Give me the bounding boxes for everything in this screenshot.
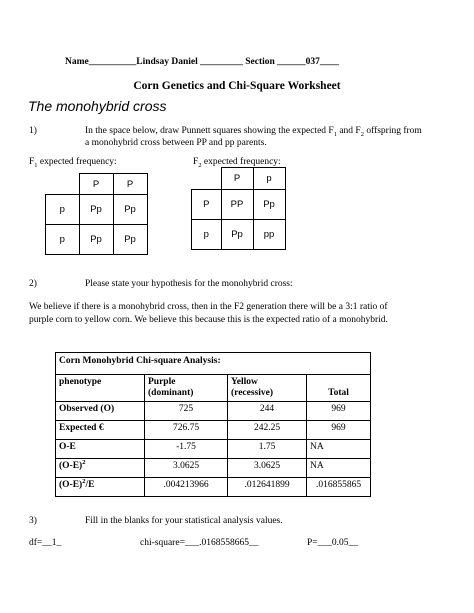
cell-total: 969 bbox=[307, 402, 371, 421]
f2-corner bbox=[192, 168, 222, 190]
cell-purple: -1.75 bbox=[145, 440, 228, 459]
q1-number: 1) bbox=[29, 126, 37, 136]
f2-top-allele: P bbox=[221, 168, 253, 190]
f2-top-allele: p bbox=[253, 168, 285, 190]
f1-side-allele: p bbox=[46, 225, 80, 255]
q2-number: 2) bbox=[29, 279, 37, 289]
q2-text: Please state your hypothesis for the monohybrid cross: bbox=[85, 279, 293, 289]
name-section-line: Name__________Lindsay Daniel _________ Section ______037____ bbox=[65, 57, 339, 67]
row-label: Expected € bbox=[56, 421, 145, 440]
chi-table-title: Corn Monohybrid Chi-square Analysis: bbox=[56, 353, 371, 375]
cell-total: NA bbox=[307, 440, 371, 459]
f2-side-allele: P bbox=[192, 190, 222, 220]
f2-side-allele: p bbox=[192, 220, 222, 250]
f2-cell: pp bbox=[253, 220, 285, 250]
f1-corner bbox=[46, 174, 80, 195]
f1-top-allele: P bbox=[79, 174, 113, 195]
p-value: P=___0.05__ bbox=[307, 538, 359, 548]
q1-text-line1: In the space below, draw Punnett squares showing the expected $F_1$ and $F_2$ offspring from bbox=[85, 126, 422, 138]
q3-number: 3) bbox=[29, 516, 37, 526]
chi-square-value: chi-square=___.0168558665__ bbox=[140, 538, 259, 548]
f1-side-allele: p bbox=[46, 195, 80, 225]
col-header-total: Total bbox=[307, 375, 371, 402]
cell-yellow: .012641899 bbox=[228, 478, 307, 497]
f1-cell: Pp bbox=[79, 225, 113, 255]
f1-cell: Pp bbox=[113, 225, 147, 255]
cell-purple: 3.0625 bbox=[145, 459, 228, 478]
df-value: df=__1_ bbox=[29, 538, 62, 548]
chi-square-table bbox=[55, 352, 371, 497]
cell-total: NA bbox=[307, 459, 371, 478]
f1-cell: Pp bbox=[113, 195, 147, 225]
row-label: O-E bbox=[56, 440, 145, 459]
q2-answer-line1: We believe if there is a monohybrid cross, then in the F2 generation there will be a 3:1 ratio of bbox=[29, 302, 388, 312]
f1-punnett-square bbox=[45, 173, 148, 255]
col-header-purple: Purple (dominant) bbox=[145, 375, 228, 402]
page-title: Corn Genetics and Chi-Square Worksheet bbox=[133, 80, 341, 92]
cell-purple: 725 bbox=[145, 402, 228, 421]
f2-cell: Pp bbox=[221, 220, 253, 250]
q2-answer-line2: purple corn to yellow corn. We believe this because this is the expected ratio of a monohybrid. bbox=[29, 315, 388, 325]
cell-total: .016855865 bbox=[307, 478, 371, 497]
cell-total: 969 bbox=[307, 421, 371, 440]
cell-purple: .004213966 bbox=[145, 478, 228, 497]
cell-yellow: 242.25 bbox=[228, 421, 307, 440]
row-label: $(O-E)^2/E$ bbox=[56, 478, 145, 497]
section-heading: The monohybrid cross bbox=[28, 98, 167, 114]
table-row bbox=[56, 440, 371, 459]
q3-text: Fill in the blanks for your statistical analysis values. bbox=[85, 516, 283, 526]
cell-yellow: 3.0625 bbox=[228, 459, 307, 478]
f2-cell: Pp bbox=[253, 190, 285, 220]
cell-yellow: 244 bbox=[228, 402, 307, 421]
col-header-phenotype: phenotype bbox=[56, 375, 145, 402]
col-header-yellow: Yellow (recessive) bbox=[228, 375, 307, 402]
table-row bbox=[56, 402, 371, 421]
row-label: $(O-E)^2$ bbox=[56, 459, 145, 478]
table-row bbox=[56, 421, 371, 440]
q1-text-line2: a monohybrid cross between PP and pp parents. bbox=[85, 138, 267, 148]
f2-punnett-square bbox=[191, 167, 286, 250]
row-label: Observed (O) bbox=[56, 402, 145, 421]
f2-cell: PP bbox=[221, 190, 253, 220]
cell-purple: 726.75 bbox=[145, 421, 228, 440]
f1-top-allele: P bbox=[113, 174, 147, 195]
cell-yellow: 1.75 bbox=[228, 440, 307, 459]
f1-label: $F_1$ expected frequency: bbox=[29, 157, 117, 169]
f1-cell: Pp bbox=[79, 195, 113, 225]
table-row bbox=[56, 459, 371, 478]
table-row bbox=[56, 478, 371, 497]
f2-label: $F_2$ expected frequency: bbox=[193, 157, 281, 169]
